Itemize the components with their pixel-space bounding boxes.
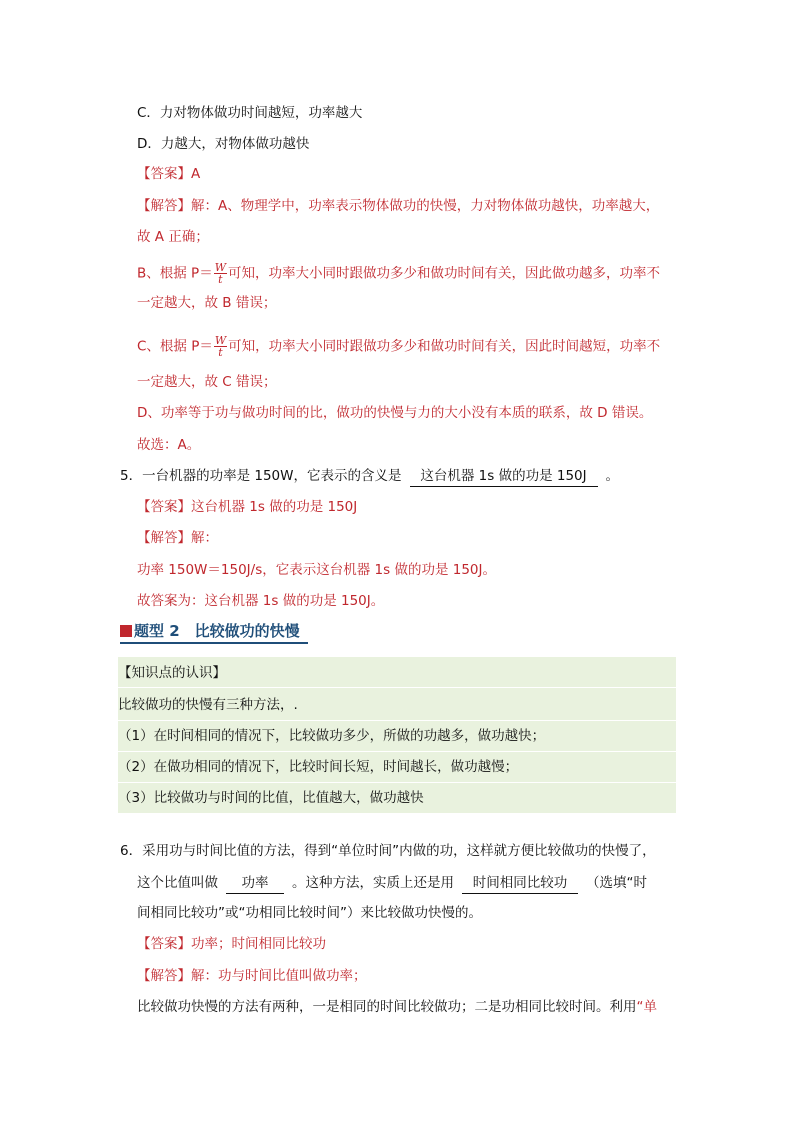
analysis-line-q6 <box>137 966 367 986</box>
analysis-text: 可知，功率大小同时跟做功多少和做功时间有关，因此做功越多，功率不 <box>228 265 661 282</box>
answer-line-q6 <box>137 934 326 954</box>
analysis-tag: 【解答】 <box>137 968 191 984</box>
answer-tag: 【答案】 <box>137 166 191 182</box>
question-text: 。 <box>605 468 619 484</box>
formula-numerator: W <box>214 261 227 274</box>
divider <box>118 720 676 721</box>
analysis-line-q4-b <box>137 262 660 285</box>
answer-blank-1: 功率 <box>226 873 284 894</box>
question-6-line-2 <box>137 873 647 894</box>
analysis-line-q4-a2: 故 A 正确； <box>137 229 209 245</box>
analysis-line-q4-d: D、功率等于功与做功时间的比，做功的快慢与力的大小没有本质的联系，故 D 错误。 <box>137 405 653 421</box>
question-text: 。这种方法，实质上还是用 <box>292 875 454 891</box>
answer-tag: 【答案】 <box>137 499 191 515</box>
analysis-line-q4-c <box>137 335 660 358</box>
question-text: （选填“时 <box>586 875 647 891</box>
section-underline <box>120 642 308 644</box>
power-formula <box>214 262 227 285</box>
analysis-line-q5 <box>137 528 218 548</box>
analysis-text: C、根据 P＝ <box>137 338 213 355</box>
answer-value: A <box>191 166 201 182</box>
question-5-stem <box>120 466 619 487</box>
section-heading <box>120 620 310 642</box>
answer-value: 这台机器 1s 做的功是 150J <box>191 499 358 515</box>
analysis-text: B、根据 P＝ <box>137 265 213 282</box>
analysis-tag: 【解答】 <box>137 198 191 214</box>
analysis-text: 可知，功率大小同时跟做功多少和做功时间有关，因此时间越短，功率不 <box>228 338 661 355</box>
analysis-line-q4-a <box>137 196 659 216</box>
question-text: 5．一台机器的功率是 150W，它表示的含义是 <box>120 468 402 484</box>
analysis-text: 比较做功快慢的方法有两种，一是相同的时间比较做功；二是功相同比较时间。利用 <box>137 999 637 1015</box>
analysis-text: 解：功与时间比值叫做功率； <box>191 968 367 984</box>
answer-blank-2: 时间相同比较功 <box>462 873 578 894</box>
knowledge-intro: 比较做功的快慢有三种方法，. <box>118 697 298 713</box>
answer-blank: 这台机器 1s 做的功是 150J <box>410 466 598 487</box>
knowledge-header: 【知识点的认识】 <box>118 665 226 681</box>
analysis-line-q4-b2: 一定越大，故 B 错误； <box>137 295 277 311</box>
analysis-line-q4-c2: 一定越大，故 C 错误； <box>137 374 277 390</box>
divider <box>118 687 676 688</box>
answer-line-q4 <box>137 164 200 184</box>
analysis-text: 解： <box>191 530 218 546</box>
knowledge-item-1: （1）在时间相同的情况下，比较做功多少，所做的功越多，做功越快； <box>118 728 546 744</box>
question-text: 这个比值叫做 <box>137 875 218 891</box>
option-c: C．力对物体做功时间越短，功率越大 <box>137 105 363 121</box>
knowledge-item-2: （2）在做功相同的情况下，比较时间长短，时间越长，做功越慢； <box>118 759 519 775</box>
analysis-text: 解：A、物理学中，功率表示物体做功的快慢，力对物体做功越快，功率越大， <box>191 198 660 214</box>
answer-line-q5 <box>137 497 357 517</box>
analysis-line-q6-2 <box>137 997 657 1017</box>
formula-numerator: W <box>214 334 227 347</box>
option-d: D．力越大，对物体做功越快 <box>137 136 310 152</box>
analysis-line-q5-2: 故答案为：这台机器 1s 做的功是 150J。 <box>137 593 385 609</box>
question-6-line-1: 6．采用功与时间比值的方法，得到“单位时间”内做的功，这样就方便比较做功的快慢了， <box>120 843 656 859</box>
answer-value: 功率；时间相同比较功 <box>191 936 326 952</box>
answer-tag: 【答案】 <box>137 936 191 952</box>
formula-denominator: t <box>218 273 223 286</box>
question-6-line-3: 间相同比较功”或“功相同比较时间”）来比较做功快慢的。 <box>137 905 482 921</box>
knowledge-item-3: （3）比较做功与时间的比值，比值越大，做功越快 <box>118 790 424 806</box>
knowledge-box <box>118 657 676 813</box>
section-marker <box>120 625 132 637</box>
power-formula <box>214 335 227 358</box>
analysis-tag: 【解答】 <box>137 530 191 546</box>
divider <box>118 751 676 752</box>
analysis-text-red: “单 <box>636 999 657 1015</box>
analysis-line-q5-1: 功率 150W＝150J/s，它表示这台机器 1s 做的功是 150J。 <box>137 562 496 578</box>
divider <box>118 782 676 783</box>
formula-denominator: t <box>218 346 223 359</box>
section-title: 题型 2 比较做功的快慢 <box>134 622 300 640</box>
analysis-line-q4-choice: 故选：A。 <box>137 437 201 453</box>
